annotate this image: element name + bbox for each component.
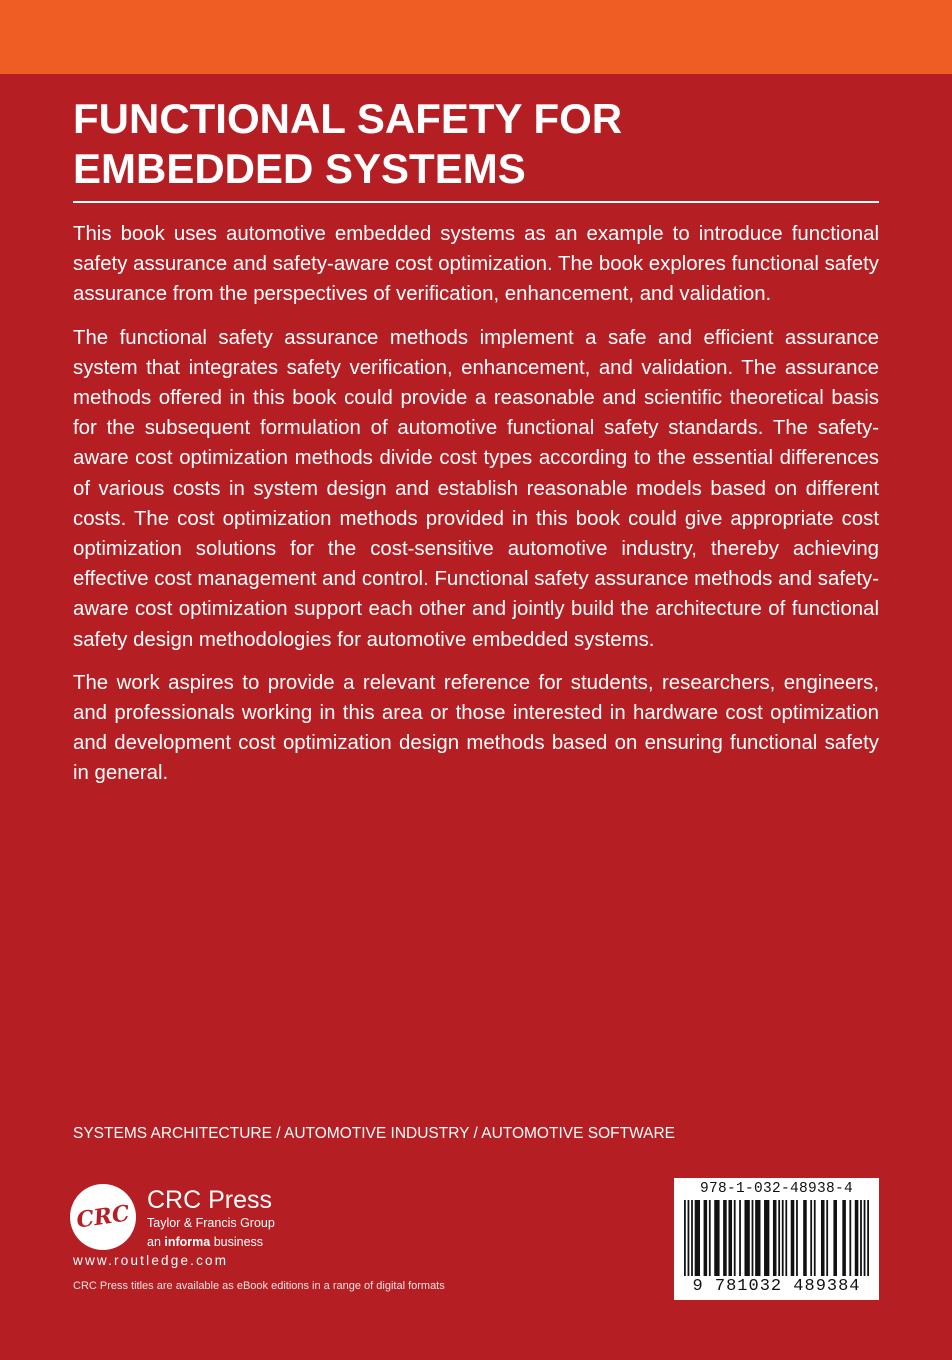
barcode-bar	[695, 1200, 700, 1276]
isbn-barcode	[674, 1178, 879, 1300]
barcode-bar	[739, 1200, 741, 1276]
barcode-bar	[855, 1200, 859, 1276]
barcode-bar	[860, 1200, 862, 1276]
barcode-bar	[814, 1200, 816, 1276]
barcode-bars	[684, 1200, 869, 1276]
barcode-bar	[842, 1200, 846, 1276]
barcode-bar	[714, 1200, 719, 1276]
isbn-hyphenated: 978-1-032-48938-4	[699, 1181, 854, 1197]
ebook-availability-note: CRC Press titles are available as eBook editions in a range of digital formats	[73, 1280, 445, 1292]
barcode-bar	[764, 1200, 769, 1276]
publisher-tagline	[147, 1234, 263, 1250]
barcode-bar	[755, 1200, 760, 1276]
publisher-website: www.routledge.com	[73, 1253, 229, 1268]
barcode-bar	[684, 1200, 686, 1276]
description-paragraph-1: This book uses automotive embedded systems as an example to introduce functional safety assurance and safety-aware cost optimization. The book explores functional safety assurance from the perspectives of verification, enhancement, and validation.	[73, 223, 879, 306]
barcode-bar	[791, 1200, 795, 1276]
barcode-bar	[709, 1200, 711, 1276]
barcode-bar	[744, 1200, 749, 1276]
barcode-bar	[723, 1200, 727, 1276]
tagline-bold: informa	[164, 1235, 211, 1249]
barcode-bar	[810, 1200, 812, 1276]
barcode-bar	[752, 1200, 754, 1276]
book-description	[73, 219, 879, 802]
barcode-bar	[796, 1200, 798, 1276]
barcode-bar	[734, 1200, 736, 1276]
barcode-bar	[821, 1200, 825, 1276]
isbn-digits: 9 781032 489384	[692, 1277, 861, 1296]
barcode-bar	[785, 1200, 787, 1276]
barcode-bar	[778, 1200, 780, 1276]
barcode-bar	[728, 1200, 732, 1276]
title-line-1: FUNCTIONAL SAFETY FOR	[73, 95, 623, 142]
barcode-bar	[782, 1200, 784, 1276]
barcode-bar	[864, 1200, 866, 1276]
title-divider	[73, 201, 879, 203]
barcode-bar	[773, 1200, 777, 1276]
orange-top-band	[0, 0, 952, 74]
tagline-suffix: business	[210, 1235, 264, 1249]
barcode-bar	[704, 1200, 708, 1276]
barcode-bar	[867, 1200, 869, 1276]
crc-logo-text: CRC	[74, 1200, 132, 1234]
barcode-bar	[826, 1200, 828, 1276]
barcode-bar	[833, 1200, 837, 1276]
barcode-bar	[688, 1200, 690, 1276]
description-paragraph-2: The functional safety assurance methods implement a safe and efficient assurance system that integrates safety verification, enhancement, and validation. The assurance methods offered in this book could provide a reasonable and scientific theoretical basis for the subsequent formulation of automotive functional safety standards. The safety-aware cost optimization methods divide cost types according to the essential differences of various costs in system design and establish reasonable models based on different costs. The cost optimization methods provided in this book could give appropriate cost optimization solutions for the cost-sensitive automotive industry, thereby achieving effective cost management and control. Functional safety assurance methods and safety-aware cost optimization support each other and jointly build the architecture of functional safety design methodologies for automotive embedded systems.	[73, 326, 879, 651]
barcode-bar	[803, 1200, 807, 1276]
barcode-bar	[849, 1200, 851, 1276]
tagline-prefix: an	[147, 1235, 165, 1249]
subject-categories: SYSTEMS ARCHITECTURE / AUTOMOTIVE INDUSTRY / AUTOMOTIVE SOFTWARE	[73, 1125, 675, 1142]
barcode-bar	[691, 1200, 693, 1276]
description-paragraph-3: The work aspires to provide a relevant reference for students, researchers, engineers, and professionals working in this area or those interested in hardware cost optimization and development cost optimization design methods based on ensuring functional safety in general.	[73, 671, 879, 785]
title-line-2: EMBEDDED SYSTEMS	[73, 145, 526, 192]
publisher-name: CRC Press	[147, 1186, 273, 1214]
publisher-group: Taylor & Francis Group	[147, 1216, 275, 1230]
book-title	[73, 94, 893, 194]
